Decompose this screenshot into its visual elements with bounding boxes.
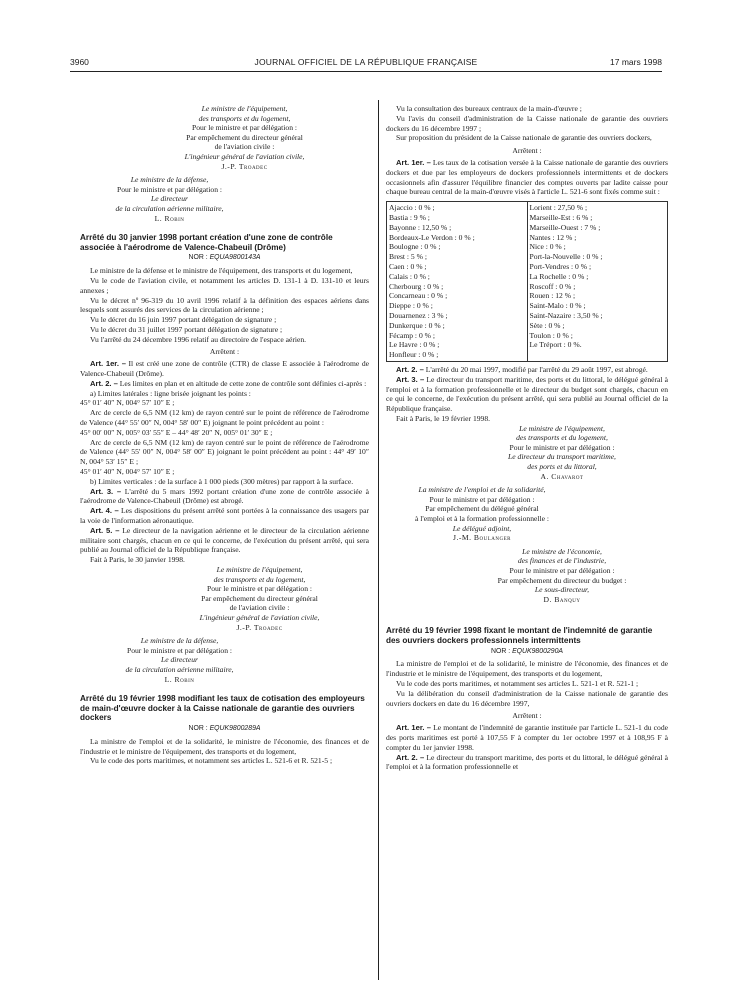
signature-block bbox=[80, 175, 259, 223]
article-2-vertical: b) Limites verticales : de la surface à 1 000 pieds (300 mètres) par rapport à la surface. bbox=[90, 476, 354, 486]
signatory-name: L. Robin bbox=[154, 213, 185, 223]
rate-row: Rouen : 12 % ; bbox=[529, 291, 576, 301]
rate-row: Concarneau : 0 % ; bbox=[389, 291, 448, 301]
signatory-name: J.-M. Boulanger bbox=[453, 533, 511, 543]
signature-line: Le ministre de la défense, bbox=[140, 636, 219, 646]
signature-line: de l'aviation civile : bbox=[229, 603, 290, 613]
rate-row: Marseille-Est : 6 % ; bbox=[529, 212, 593, 222]
preamble-paragraph: Vu l'arrêté du 24 décembre 1996 relatif au directoire de l'espace aérien. bbox=[90, 334, 307, 344]
column-divider bbox=[378, 100, 379, 980]
article-1: Art. 1er. – Il est créé une zone de contrôle (CTR) de classe E associée à l'aérodrome de Valence-Chabeuil (Drôme). bbox=[80, 359, 369, 379]
article-1: Art. 1er. – Les taux de la cotisation versée à la Caisse nationale de garantie des ouvriers dockers et due par les employeurs de dockers professionnels intermittents et de dockers occasionnels afin d'assurer l'équilibre financier des comptes ouverts par ladite caisse pour chaque bureau central de la main-d'œuvre visés à l'article L. 521-6 sont fixés comme suit : bbox=[386, 157, 668, 197]
signatory-name: L. Robin bbox=[164, 674, 195, 684]
signature-line: Le ministre de l'équipement, bbox=[519, 423, 605, 433]
signatory-name: A. Chavarot bbox=[540, 471, 584, 481]
nor-reference: NOR : EQUK9800289A bbox=[188, 724, 261, 732]
rate-row: Roscoff : 0 % ; bbox=[529, 281, 576, 291]
rates-column-left bbox=[387, 202, 527, 361]
signature-line: Le directeur du transport maritime, bbox=[508, 452, 616, 462]
rate-row: Dunkerque : 0 % ; bbox=[389, 320, 445, 330]
decree-title: Arrêté du 30 janvier 1998 portant création d'une zone de contrôle associée à l'aérodrome de Valence-Chabeuil (Drôme) bbox=[80, 233, 333, 252]
preamble-paragraph: Vu le décret du 16 juin 1997 portant délégation de signature ; bbox=[90, 315, 277, 325]
coordinates: 45° 01′ 40″ N, 004° 57′ 10″ E ; bbox=[80, 467, 175, 477]
preamble-paragraph: La ministre de l'emploi et de la solidarité, le ministre de l'économie, des finances et de l'industrie et le ministre de l'équipement, des transports et du logement, bbox=[386, 659, 668, 679]
rate-row: Bordeaux-Le Verdon : 0 % ; bbox=[389, 232, 475, 242]
signature-line: Pour le ministre et par délégation : bbox=[206, 584, 313, 594]
page-header bbox=[70, 55, 662, 69]
rate-row: Toulon : 0 % ; bbox=[529, 330, 573, 340]
arretent-heading: Arrêtent : bbox=[512, 146, 542, 156]
signature-line: L'ingénieur général de l'aviation civile, bbox=[199, 612, 320, 622]
nor-reference: NOR : EQUA9800143A bbox=[188, 254, 261, 262]
signature-line: Le ministre de l'équipement, bbox=[201, 104, 288, 113]
signature-line: Pour le ministre et par délégation : bbox=[509, 566, 615, 576]
signature-block bbox=[80, 636, 279, 684]
signature-block bbox=[150, 565, 369, 632]
issue-date: 17 mars 1998 bbox=[610, 57, 662, 67]
signature-line: Pour le ministre et par délégation : bbox=[126, 645, 233, 655]
signature-line: Pour le ministre et par délégation : bbox=[116, 184, 223, 194]
rate-row: Sète : 0 % ; bbox=[529, 320, 565, 330]
place-date: Fait à Paris, le 30 janvier 1998. bbox=[90, 555, 185, 565]
article-4: Art. 4. – Les dispositions du présent arrêté sont portées à la connaissance des usagers par la voie de l'information aéronautique. bbox=[80, 506, 369, 526]
signature-line: Pour le ministre et par délégation : bbox=[509, 442, 615, 452]
article-2-lateral: a) Limites latérales : ligne brisée joignant les points : bbox=[90, 388, 251, 398]
rate-row: La Rochelle : 0 % ; bbox=[529, 271, 589, 281]
rate-row: Cherbourg : 0 % ; bbox=[389, 281, 444, 291]
rate-row: Ajaccio : 0 % ; bbox=[389, 203, 435, 213]
signature-line: des finances et de l'industrie, bbox=[517, 556, 607, 566]
rate-row: Calais : 0 % ; bbox=[389, 271, 430, 281]
article-2: Art. 2. – Le directeur du transport maritime, des ports et du littoral, le délégué général à l'emploi et à la formation professionnelle et bbox=[386, 752, 668, 772]
article-3: Art. 3. – L'arrêté du 5 mars 1992 portant création d'une zone de contrôle associée à l'aérodrome de Valence-Chabeuil (Drôme) est abrogé. bbox=[80, 486, 369, 506]
nor-reference: NOR : EQUK9800290A bbox=[490, 647, 564, 655]
article-1: Art. 1er. – Le montant de l'indemnité de garantie instituée par l'article L. 521-1 du code des ports maritimes est porté à 107,55 F à compter du 1er octobre 1997 et à 108,95 F à compter du 1er janvier 1998. bbox=[386, 723, 668, 752]
signatory-name: J.-P. Troadec bbox=[221, 161, 268, 171]
signature-line: des transports et du logement, bbox=[213, 574, 306, 584]
rate-row: Caen : 0 % ; bbox=[389, 261, 427, 271]
arc-description: Arc de cercle de 6,5 NM (12 km) de rayon centré sur le point de référence de l'aérodrome de Valence (44° 55′ 00″ N, 004° 58′ 00″ E) joignant le point précédent au point : bbox=[80, 408, 369, 428]
signature-line: des transports et du logement, bbox=[516, 433, 608, 443]
signature-line: Par empêchement du directeur général bbox=[201, 593, 318, 603]
article-2: Art. 2. – L'arrêté du 20 mai 1997, modifié par l'arrêté du 29 août 1997, est abrogé. bbox=[396, 364, 648, 374]
preamble-paragraph: Le ministre de la défense et le ministre de l'équipement, des transports et du logement, bbox=[90, 266, 353, 276]
rate-row: Boulogne : 0 % ; bbox=[389, 242, 441, 252]
rate-row: Le Havre : 0 % ; bbox=[389, 340, 440, 350]
signature-block bbox=[386, 485, 578, 543]
decree-title: Arrêté du 19 février 1998 fixant le montant de l'indemnité de garantie des ouvriers dockers professionnels intermittents bbox=[386, 626, 653, 645]
signature-block bbox=[120, 104, 369, 171]
coordinates: 45° 00′ 00″ N, 005° 03′ 55″ E – 44° 48′ 20″ N, 005° 01′ 30″ E ; bbox=[80, 427, 273, 437]
signature-line: Le directeur bbox=[150, 194, 189, 204]
left-column bbox=[80, 104, 369, 766]
rate-row: Nice : 0 % ; bbox=[529, 242, 566, 252]
signature-block bbox=[456, 547, 668, 605]
signature-line: des ports et du littoral, bbox=[527, 462, 597, 472]
right-column bbox=[386, 104, 668, 772]
preamble-paragraph: La ministre de l'emploi et de la solidarité, le ministre de l'économie, des finances et de l'industrie et le ministre de l'équipement, des transports et du logement, bbox=[80, 736, 369, 756]
coordinates: 45° 01′ 40″ N, 004° 57′ 10″ E ; bbox=[80, 398, 175, 408]
preamble-paragraph: Vu le code des ports maritimes, et notamment ses articles L. 521-1 et R. 521-1 ; bbox=[396, 678, 639, 688]
rate-row: Douarnenez : 3 % ; bbox=[389, 310, 448, 320]
journal-title: JOURNAL OFFICIEL DE LA RÉPUBLIQUE FRANÇAISE bbox=[254, 57, 478, 67]
rate-row: Saint-Malo : 0 % ; bbox=[529, 301, 586, 311]
signature-line: Le ministre de l'économie, bbox=[522, 546, 602, 556]
rate-row: Port-Vendres : 0 % ; bbox=[529, 261, 592, 271]
decree-title: Arrêté du 19 février 1998 modifiant les taux de cotisation des employeurs de main-d'œuvre docker à la Caisse nationale de garantie des ouvriers dockers bbox=[80, 694, 365, 723]
rates-table bbox=[386, 201, 668, 362]
rate-row: Marseille-Ouest : 7 % ; bbox=[529, 222, 601, 232]
signature-line: Le ministre de la défense, bbox=[130, 175, 209, 185]
signature-line: La ministre de l'emploi et de la solidarité, bbox=[418, 485, 546, 495]
rate-row: Brest : 5 % ; bbox=[389, 252, 427, 262]
signature-line: Pour le ministre et par délégation : bbox=[191, 123, 298, 133]
signature-line: de la circulation aérienne militaire, bbox=[125, 664, 234, 674]
signature-line: des transports et du logement, bbox=[198, 113, 291, 123]
preamble-paragraph: Vu la consultation des bureaux centraux de la main-d'œuvre ; bbox=[396, 104, 582, 113]
preamble-paragraph: Sur proposition du président de la Caisse nationale de garantie des ouvriers dockers, bbox=[396, 133, 652, 143]
rate-row: Port-la-Nouvelle : 0 % ; bbox=[529, 252, 603, 262]
rate-row: Lorient : 27,50 % ; bbox=[529, 203, 588, 213]
rate-row: Honfleur : 0 % ; bbox=[389, 350, 439, 360]
header-rule bbox=[70, 71, 662, 72]
signature-line: Par empêchement du directeur général bbox=[186, 132, 303, 142]
preamble-paragraph: Vu le décret nº 96-319 du 10 avril 1996 relatif à la définition des espaces aériens dans lesquels sont assurés des services de la circulation aérienne ; bbox=[80, 295, 369, 315]
rate-row: Fécamp : 0 % ; bbox=[389, 330, 435, 340]
article-2: Art. 2. – Les limites en plan et en altitude de cette zone de contrôle sont définies ci-après : bbox=[90, 378, 367, 388]
signature-line: Par empêchement du directeur du budget : bbox=[497, 575, 627, 585]
signatory-name: D. Banquy bbox=[543, 594, 581, 604]
signature-line: Le délégué adjoint, bbox=[452, 523, 512, 533]
signature-line: à l'emploi et à la formation professionnelle : bbox=[414, 514, 549, 524]
rates-column-right bbox=[527, 202, 668, 361]
rate-row: Le Tréport : 0 %. bbox=[529, 340, 582, 350]
signature-line: de la circulation aérienne militaire, bbox=[115, 203, 224, 213]
article-5: Art. 5. – Le directeur de la navigation aérienne et le directeur de la circulation aérienne militaire sont chargés, chacun en ce qui le concerne, de l'exécution du présent arrêté, qui sera publié au Journal officiel de la République française. bbox=[80, 525, 369, 555]
signature-line: Le ministre de l'équipement, bbox=[216, 565, 303, 575]
signature-line: Pour le ministre et par délégation : bbox=[429, 494, 535, 504]
arc-description: Arc de cercle de 6,5 NM (12 km) de rayon centré sur le point de référence de l'aérodrome de Valence (44° 55′ 00″ N, 004° 58′ 00″ E) joignant le point précédent au point : 44° 49′ 10″ N, 004° 53′ 15″ E ; bbox=[80, 437, 369, 467]
signature-line: de l'aviation civile : bbox=[214, 142, 275, 152]
preamble-paragraph: Vu le code des ports maritimes, et notamment ses articles L. 521-6 et R. 521-5 ; bbox=[90, 756, 333, 766]
rate-row: Bayonne : 12,50 % ; bbox=[389, 222, 452, 232]
preamble-paragraph: Vu l'avis du conseil d'administration de la Caisse nationale de garantie des ouvriers dockers du 16 décembre 1997 ; bbox=[386, 113, 668, 133]
preamble-paragraph: Vu la délibération du conseil d'administration de la Caisse nationale de garantie des ouvriers dockers en date du 16 décembre 1997, bbox=[386, 688, 668, 708]
preamble-paragraph: Vu le décret du 31 juillet 1997 portant délégation de signature ; bbox=[90, 324, 283, 334]
article-3: Art. 3. – Le directeur du transport maritime, des ports et du littoral, le délégué général à l'emploi et à la formation professionnelle et le directeur du budget sont chargés, chacun en ce qui le concerne, de l'exécution du présent arrêté, qui sera publié au Journal officiel de la République française. bbox=[386, 374, 668, 414]
rate-row: Dieppe : 0 % ; bbox=[389, 301, 433, 311]
signature-line: Le sous-directeur, bbox=[534, 585, 590, 595]
rate-row: Saint-Nazaire : 3,50 % ; bbox=[529, 310, 603, 320]
rate-row: Nantes : 12 % ; bbox=[529, 232, 577, 242]
arretent-heading: Arrêtent : bbox=[512, 711, 542, 721]
signature-line: L'ingénieur général de l'aviation civile, bbox=[184, 151, 305, 161]
arretent-heading: Arrêtent : bbox=[209, 347, 240, 357]
signature-line: Le directeur bbox=[160, 655, 199, 665]
preamble-paragraph: Vu le code de l'aviation civile, et notamment les articles D. 131-1 à D. 131-10 et leurs annexes ; bbox=[80, 275, 369, 295]
page-number: 3960 bbox=[70, 57, 89, 67]
signatory-name: J.-P. Troadec bbox=[236, 622, 283, 632]
place-date: Fait à Paris, le 19 février 1998. bbox=[396, 413, 491, 423]
signature-line: Par empêchement du délégué général bbox=[425, 504, 539, 514]
rate-row: Bastia : 9 % ; bbox=[389, 212, 430, 222]
signature-block bbox=[456, 424, 668, 482]
